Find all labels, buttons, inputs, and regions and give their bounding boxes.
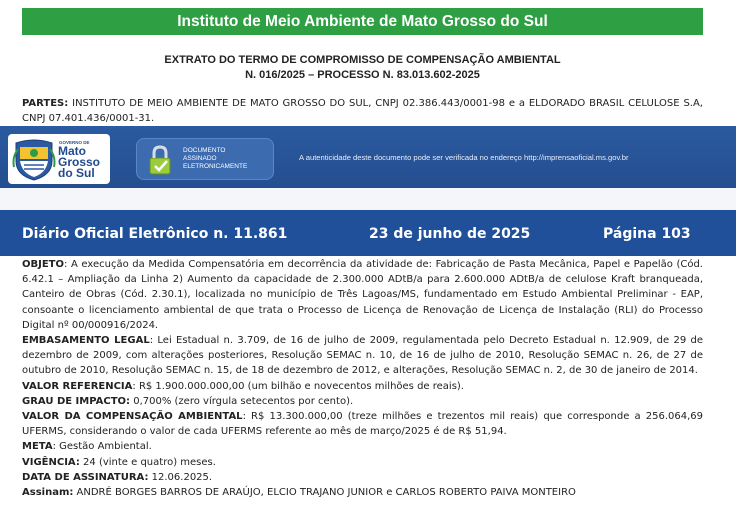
padlock-check-icon (143, 143, 177, 177)
extract-subtitle: N. 016/2025 – PROCESSO N. 83.013.602-2025 (245, 69, 480, 81)
parties-paragraph (22, 96, 703, 126)
section-label: Assinam: (22, 487, 74, 499)
section-embasamento (22, 333, 703, 379)
section-text: 12.06.2025. (148, 471, 213, 483)
section-grau-impacto (22, 394, 703, 409)
electronic-signature-badge (136, 138, 274, 180)
section-text: 24 (vinte e quatro) meses. (79, 456, 216, 468)
section-vigencia (22, 455, 703, 470)
section-label: GRAU DE IMPACTO: (22, 395, 131, 407)
extract-body (22, 257, 703, 500)
section-objeto (22, 257, 703, 333)
state-government-logo (8, 134, 110, 184)
section-label: EMBASAMENTO LEGAL (22, 335, 150, 347)
section-text: : R$ 13.300.000,00 (treze milhões e trezentos mil reais) que corresponde a 256.064,69 UFERMS, considerando o valor de cada UFERMS referente ao mês de março/2025 é de R$ 51,94. (22, 411, 704, 438)
section-label: OBJETO (22, 259, 64, 270)
logo-name-line2: Grosso (58, 155, 101, 169)
section-text: : R$ 1.900.000.000,00 (um bilhão e novecentos milhões de reais). (132, 380, 464, 392)
section-label: DATA DE ASSINATURA: (22, 471, 149, 483)
section-label: VALOR REFERENCIA (22, 380, 133, 392)
section-text: ANDRÉ BORGES BARROS DE ARAÚJO, ELCIO TRAJANO JUNIOR e CARLOS ROBERTO PAIVA MONTEIRO (73, 487, 576, 499)
parties-label: PARTES: (22, 98, 69, 109)
coat-of-arms-icon (12, 137, 56, 181)
badge-line1: DOCUMENTO (183, 147, 226, 154)
header-divider (0, 188, 736, 210)
logo-gov-line1: GOVERNO DE (59, 140, 90, 145)
logo-state-name (58, 146, 100, 179)
publication-number: Diário Oficial Eletrônico n. 11.861 (22, 226, 288, 242)
section-text: : Lei Estadual n. 3.709, de 16 de julho de 2009, regulamentada pelo Decreto Estadual n. 12.909, de 29 de dezembro de 2009, com alterações posteriores, Resolução SEMAC n. 10, de 16 de julho de 2010, Resolução SEMAC n. 26, de 27 de outubro de 2010, Resolução SEMAC n. 15, de 18 de dezembro de 2012, e alterações, Resolução SEMAC n. 2, de 30 de janeiro de 2014. (22, 335, 704, 377)
section-label: VALOR DA COMPENSAÇÃO AMBIENTAL (22, 411, 243, 423)
section-text: 0,700% (zero vírgula setecentos por cento). (130, 395, 354, 407)
page-number: Página 103 (603, 226, 691, 242)
badge-text (183, 147, 247, 171)
badge-line2: ASSINADO (183, 155, 217, 162)
section-valor-compensacao (22, 409, 703, 439)
section-valor-referencia (22, 379, 703, 394)
logo-name-line3: do Sul (58, 166, 95, 180)
section-text: : Gestão Ambiental. (52, 441, 152, 453)
section-label: VIGÊNCIA: (22, 456, 80, 468)
section-label: META (22, 441, 53, 453)
section-data-assinatura (22, 470, 703, 485)
logo-name-line1: Mato (58, 144, 86, 158)
institute-banner: Instituto de Meio Ambiente de Mato Grosso do Sul (22, 8, 703, 35)
section-text: : A execução da Medida Compensatória em decorrência da atividade de: Fabricação de Pasta Mecânica, Papel e Papelão (Cód. 6.42.1 – Ampliação da Linha 2) Aumento da capacidade de 2.300.000 ADtB/a para 2.600.000 ADtB/a de celulose Kraft branqueada, Canteiro de Obras (Cód. 2.30.1), localizada no município de Três Lagoas/MS, fundamentado em Estudo Ambiental Preliminar - EAP, consoante o licenciamento ambiental de que trata o Processo de Licença de Renovação de Licença de Instalação (RLI) do Processo Digital nº 00/000916/2024. (22, 259, 703, 331)
edition-bar (0, 210, 736, 256)
authenticity-notice: A autenticidade deste documento pode ser verificada no endereço http://imprensaoficial.ms.gov.br (299, 153, 629, 162)
section-meta (22, 439, 703, 454)
badge-line3: ELETRONICAMENTE (183, 163, 248, 170)
section-assinam (22, 485, 703, 500)
extract-title: EXTRATO DO TERMO DE COMPROMISSO DE COMPENSAÇÃO AMBIENTAL (164, 54, 561, 66)
publication-date: 23 de junho de 2025 (369, 226, 531, 242)
parties-text: INSTITUTO DE MEIO AMBIENTE DE MATO GROSSO DO SUL, CNPJ 02.386.443/0001-98 e a ELDORADO BRASIL CELULOSE S.A, CNPJ 07.401.436/0001-31. (22, 98, 703, 124)
